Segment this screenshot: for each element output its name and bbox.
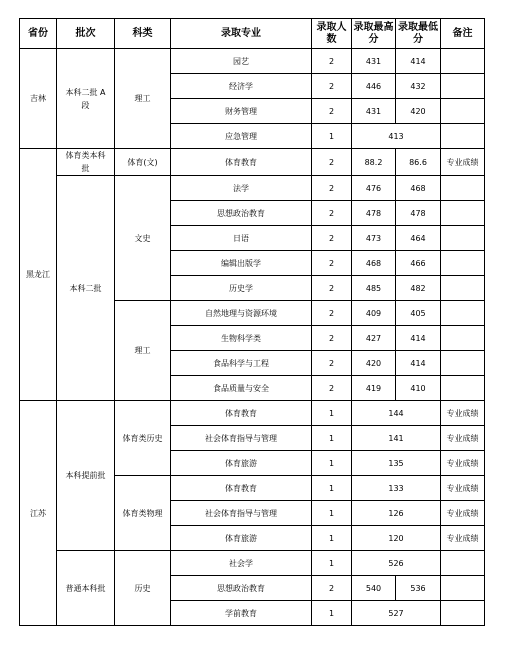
count-cell: 1 [312,476,352,501]
table-row [20,551,485,576]
count-cell: 1 [312,526,352,551]
max-score-cell: 473 [352,226,396,251]
count-cell: 2 [312,251,352,276]
major-cell: 思想政治教育 [171,201,312,226]
major-cell: 法学 [171,176,312,201]
min-score-cell: 410 [396,376,441,401]
subject-cell: 理工 [115,301,171,401]
score-cell: 526 [352,551,441,576]
major-cell: 应急管理 [171,124,312,149]
min-score-cell: 414 [396,351,441,376]
score-cell: 126 [352,501,441,526]
batch-cell: 体育类本科批 [57,149,115,176]
note-cell: 专业成绩 [441,526,485,551]
batch-cell: 本科二批 A 段 [57,49,115,149]
province-cell: 江苏 [20,401,57,626]
major-cell: 食品质量与安全 [171,376,312,401]
header-max: 录取最高分 [352,19,396,49]
major-cell: 体育旅游 [171,526,312,551]
header-note: 备注 [441,19,485,49]
province-cell: 黑龙江 [20,149,57,401]
count-cell: 1 [312,426,352,451]
note-cell [441,276,485,301]
major-cell: 社会体育指导与管理 [171,426,312,451]
major-cell: 编辑出版学 [171,251,312,276]
max-score-cell: 409 [352,301,396,326]
major-cell: 自然地理与资源环境 [171,301,312,326]
note-cell [441,49,485,74]
major-cell: 财务管理 [171,99,312,124]
count-cell: 2 [312,99,352,124]
min-score-cell: 478 [396,201,441,226]
major-cell: 体育教育 [171,149,312,176]
header-batch: 批次 [57,19,115,49]
major-cell: 体育教育 [171,476,312,501]
min-score-cell: 414 [396,326,441,351]
table-row [20,176,485,201]
score-cell: 120 [352,526,441,551]
note-cell [441,251,485,276]
header-major: 录取专业 [171,19,312,49]
count-cell: 2 [312,326,352,351]
table-row [20,401,485,426]
score-cell: 413 [352,124,441,149]
min-score-cell: 86.6 [396,149,441,176]
note-cell [441,74,485,99]
count-cell: 2 [312,376,352,401]
score-cell: 135 [352,451,441,476]
note-cell [441,226,485,251]
header-min: 录取最低分 [396,19,441,49]
count-cell: 1 [312,601,352,626]
subject-cell: 理工 [115,49,171,149]
batch-cell: 普通本科批 [57,551,115,626]
table-row [20,49,485,74]
count-cell: 1 [312,401,352,426]
major-cell: 体育旅游 [171,451,312,476]
note-cell [441,551,485,576]
min-score-cell: 414 [396,49,441,74]
note-cell: 专业成绩 [441,426,485,451]
max-score-cell: 431 [352,49,396,74]
note-cell [441,351,485,376]
max-score-cell: 427 [352,326,396,351]
max-score-cell: 419 [352,376,396,401]
major-cell: 日语 [171,226,312,251]
count-cell: 2 [312,149,352,176]
count-cell: 2 [312,176,352,201]
table-row [20,149,485,176]
subject-cell: 体育(文) [115,149,171,176]
major-cell: 经济学 [171,74,312,99]
header-count: 录取人数 [312,19,352,49]
header-row [20,19,485,49]
max-score-cell: 468 [352,251,396,276]
count-cell: 2 [312,276,352,301]
min-score-cell: 468 [396,176,441,201]
score-cell: 133 [352,476,441,501]
count-cell: 1 [312,451,352,476]
batch-cell: 本科提前批 [57,401,115,551]
major-cell: 社会学 [171,551,312,576]
min-score-cell: 405 [396,301,441,326]
subject-cell: 体育类物理 [115,476,171,551]
major-cell: 历史学 [171,276,312,301]
major-cell: 学前教育 [171,601,312,626]
count-cell: 2 [312,74,352,99]
note-cell [441,176,485,201]
score-cell: 527 [352,601,441,626]
note-cell [441,201,485,226]
header-subject: 科类 [115,19,171,49]
subject-cell: 体育类历史 [115,401,171,476]
count-cell: 1 [312,551,352,576]
note-cell [441,124,485,149]
note-cell [441,326,485,351]
header-province: 省份 [20,19,57,49]
note-cell [441,301,485,326]
count-cell: 1 [312,501,352,526]
major-cell: 思想政治教育 [171,576,312,601]
note-cell: 专业成绩 [441,501,485,526]
max-score-cell: 540 [352,576,396,601]
score-cell: 141 [352,426,441,451]
note-cell: 专业成绩 [441,476,485,501]
province-cell: 吉林 [20,49,57,149]
count-cell: 2 [312,201,352,226]
major-cell: 食品科学与工程 [171,351,312,376]
max-score-cell: 446 [352,74,396,99]
count-cell: 2 [312,576,352,601]
score-cell: 144 [352,401,441,426]
max-score-cell: 485 [352,276,396,301]
note-cell [441,376,485,401]
count-cell: 2 [312,49,352,74]
max-score-cell: 478 [352,201,396,226]
min-score-cell: 466 [396,251,441,276]
note-cell: 专业成绩 [441,401,485,426]
count-cell: 1 [312,124,352,149]
max-score-cell: 88.2 [352,149,396,176]
min-score-cell: 464 [396,226,441,251]
note-cell: 专业成绩 [441,149,485,176]
major-cell: 园艺 [171,49,312,74]
max-score-cell: 420 [352,351,396,376]
note-cell [441,99,485,124]
max-score-cell: 431 [352,99,396,124]
min-score-cell: 482 [396,276,441,301]
note-cell: 专业成绩 [441,451,485,476]
major-cell: 体育教育 [171,401,312,426]
note-cell [441,576,485,601]
count-cell: 2 [312,351,352,376]
major-cell: 生物科学类 [171,326,312,351]
subject-cell: 文史 [115,176,171,301]
min-score-cell: 536 [396,576,441,601]
max-score-cell: 476 [352,176,396,201]
major-cell: 社会体育指导与管理 [171,501,312,526]
admission-scores-table [19,18,485,626]
min-score-cell: 420 [396,99,441,124]
count-cell: 2 [312,301,352,326]
note-cell [441,601,485,626]
subject-cell: 历史 [115,551,171,626]
count-cell: 2 [312,226,352,251]
min-score-cell: 432 [396,74,441,99]
batch-cell: 本科二批 [57,176,115,401]
